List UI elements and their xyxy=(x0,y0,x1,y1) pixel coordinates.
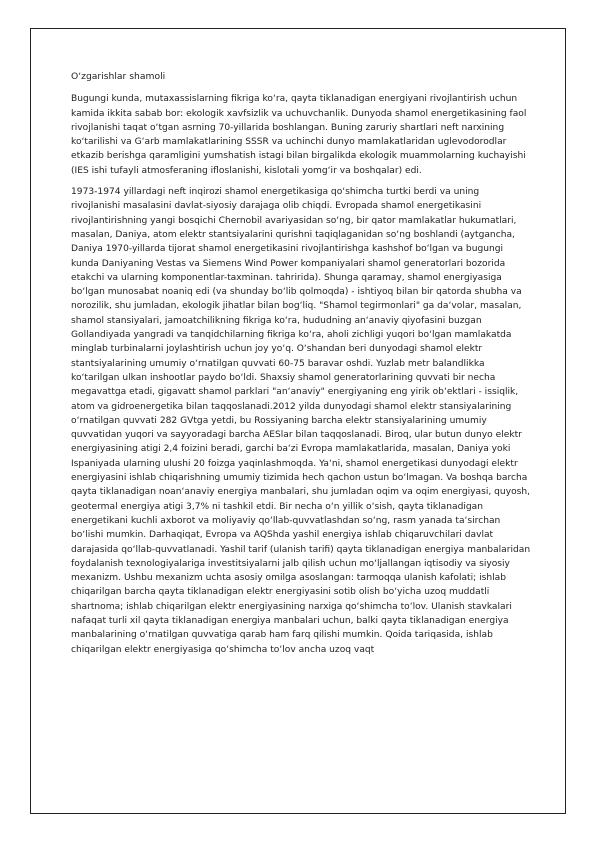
paragraph-1: Bugungi kunda, mutaxassislarning fikriga ko‘ra, qayta tiklanadigan energiyani rivojlantirish uchun kamida ikkita sabab bor: ekologik xavfsizlik va uchuvchanlik. Dunyoda shamol energetikasining faol rivojlanishi taqat o‘tgan asrning 70-yillarida boshlangan. Buning zaruriy shartlari neft narxining ko‘tarilishi va G‘arb mamlakatlarining SSSR va uchinchi dunyo mamlakatlaridan uglevodorodlar etkazib berishga qaramligini yumshatish istagi bilan birgalikda ekologik muammolarning kuchayishi (IES ishi tufayli atmosferaning ifloslanishi, kislotali yomg‘ir va boshqalar) edi. xyxy=(71,94,527,176)
document-body xyxy=(71,70,531,664)
paragraph-2: 1973-1974 yillardagi neft inqirozi shamol energetikasiga qo‘shimcha turtki berdi va uning rivojlanishi masalasini davlat-siyosiy darajaga olib chiqdi. Evropada shamol energetikasini rivojlantirishning yangi bosqichi Chernobil avariyasidan so‘ng, bir qator mamlakatlar hukumatlari, masalan, Daniya, atom elektr stantsiyalarini qurishni taqiqlaganidan so‘ng boshlandi (aytgancha, Daniya 1970-yillarda tijorat shamol energetikasini rivojlantirishga kashshof bo‘lgan va bugungi kunda Daniyaning Vestas va Siemens Wind Power kompaniyalari shamol generatorlari bozorida etakchi va ularning komponentlar-taxminan. tahririda). Shunga qaramay, shamol energiyasiga bo‘lgan munosabat noaniq edi (va shunday bo‘lib qolmoqda) - ishtiyoq bilan bir qatorda shubha va norozilik, shu jumladan, ekologik jihatlar bilan bog‘liq. "Shamol tegirmonlari" ga da‘volar, masalan, shamol stansiyalari, jamoatchilikning fikriga ko‘ra, hududning an‘anaviy qiyofasini buzgan Gollandiyada yangradi va tanqidchilarning fikriga ko‘ra, aholi zichligi yuqori bo‘lgan mamlakatda minglab turbinalarni joylashtirish uchun joy yo‘q. O‘shandan beri dunyodagi shamol elektr stantsiyalarining umumiy o‘rnatilgan quvvati 60-75 baravar oshdi. Yuzlab metr balandlikka ko‘tarilgan ulkan inshootlar paydo bo‘ldi. Shaxsiy shamol generatorlarining quvvati bir necha megavattga etadi, gigavatt shamol parklari "an‘anaviy" energiyaning eng yirik ob‘ektlari - issiqlik, atom va gidroenergetika bilan taqqoslanadi.2012 yilda dunyodagi shamol elektr stansiyalarining o‘rnatilgan quvvati 282 GVtga yetdi, bu Rossiyaning barcha elektr stansiyalarining umumiy quvvatidan yuqori va sayyoradagi barcha AESlar bilan taqqoslanadi. Biroq, ular butun dunyo elektr energiyasining atigi 2,4 foizini beradi, garchi ba‘zi Evropa mamlakatlarida, masalan, Daniya yoki Ispaniyada ularning ulushi 20 foizga yaqinlashmoqda. Ya‘ni, shamol energetikasi dunyodagi elektr energiyasini ishlab chiqarishning umumiy tizimida hech qachon ustun bo‘lmagan. Va boshqa barcha qayta tiklanadigan noan‘anaviy energiya manbalari, shu jumladan oqim va oqim energiyasi, quyosh, geotermal energiya atigi 3,7% ni tashkil etdi. Bir necha o‘n yillik o‘sish, qayta tiklanadigan energetikani kuchli axborot va moliyaviy qo‘llab-quvvatlashdan so‘ng, rasm yanada ta‘sirchan bo‘lishi mumkin. Darhaqiqat, Evropa va AQShda yashil energiya ishlab chiqaruvchilari davlat darajasida qo‘llab-quvvatlanadi. Yashil tarif (ulanish tarifi) qayta tiklanadigan energiya manbalaridan foydalanish texnologiyalariga investitsiyalarni jalb qilish uchun mo‘ljallangan iqtisodiy va siyosiy mexanizm. Ushbu mexanizm uchta asosiy omilga asoslangan: tarmoqqa ulanish kafolati; ishlab chiqarilgan barcha qayta tiklanadigan elektr energiyasini sotib olish bo‘yicha uzoq muddatli shartnoma; ishlab chiqarilgan elektr energiyasining narxiga qo‘shimcha to‘lov. Ulanish stavkalari nafaqat turli xil qayta tiklanadigan energiya manbalari uchun, balki qayta tiklanadigan energiya manbalarining o‘rnatilgan quvvatiga qarab ham farq qilishi mumkin. Qoida tariqasida, ishlab chiqarilgan elektr energiyasiga qo‘shimcha to‘lov ancha uzoq vaqt xyxy=(71,187,531,655)
document-title: O‘zgarishlar shamoli xyxy=(71,71,166,82)
